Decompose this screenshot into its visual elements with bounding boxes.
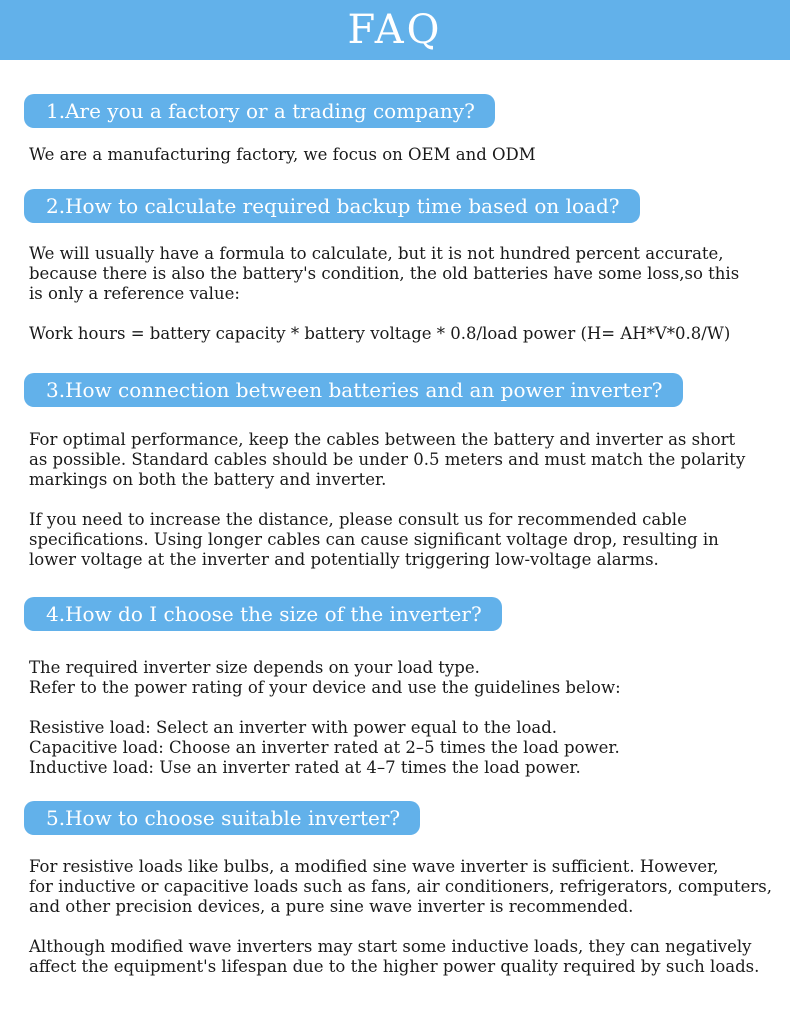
answer-line: affect the equipment's lifespan due to the higher power quality required by such loads. [29, 957, 760, 976]
answer-line: is only a reference value: [29, 284, 240, 303]
answer-line: Refer to the power rating of your device and use the guidelines below: [29, 678, 621, 697]
answer-2 [29, 244, 774, 344]
answer-1 [29, 145, 774, 165]
answer-line: because there is also the battery's condition, the old batteries have some loss,so this [29, 264, 740, 283]
answer-line: lower voltage at the inverter and potentially triggering low-voltage alarms. [29, 550, 659, 569]
question-2-heading [24, 189, 640, 223]
answer-line: Resistive load: Select an inverter with power equal to the load. [29, 718, 558, 737]
question-1-text: 1.Are you a factory or a trading company? [46, 99, 475, 123]
answer-line: and other precision devices, a pure sine wave inverter is recommended. [29, 897, 634, 916]
question-4-heading [24, 597, 502, 631]
faq-header [0, 0, 790, 60]
answer-line: We are a manufacturing factory, we focus on OEM and ODM [29, 145, 536, 164]
answer-line: for inductive or capacitive loads such as fans, air conditioners, refrigerators, computers, [29, 877, 773, 896]
answer-line: as possible. Standard cables should be under 0.5 meters and must match the polarity [29, 450, 746, 469]
answer-line: If you need to increase the distance, please consult us for recommended cable [29, 510, 687, 529]
question-1-heading [24, 94, 495, 128]
answer-line: For optimal performance, keep the cables between the battery and inverter as short [29, 430, 736, 449]
answer-line: The required inverter size depends on your load type. [29, 658, 480, 677]
answer-line: For resistive loads like bulbs, a modified sine wave inverter is sufficient. However, [29, 857, 719, 876]
question-2-text: 2.How to calculate required backup time based on load? [46, 194, 620, 218]
question-4-text: 4.How do I choose the size of the inverter? [46, 602, 482, 626]
answer-line: Capacitive load: Choose an inverter rated at 2–5 times the load power. [29, 738, 620, 757]
answer-line: Although modified wave inverters may start some inductive loads, they can negatively [29, 937, 752, 956]
page-title: FAQ [347, 7, 443, 53]
answer-line: markings on both the battery and inverter. [29, 470, 387, 489]
question-3-heading [24, 373, 683, 407]
answer-line: Work hours = battery capacity * battery voltage * 0.8/load power (H= AH*V*0.8/W) [29, 324, 731, 343]
answer-line: We will usually have a formula to calculate, but it is not hundred percent accurate, [29, 244, 724, 263]
question-3-text: 3.How connection between batteries and an power inverter? [46, 378, 663, 402]
answer-line: specifications. Using longer cables can cause significant voltage drop, resulting in [29, 530, 719, 549]
question-5-text: 5.How to choose suitable inverter? [46, 806, 401, 830]
answer-5 [29, 857, 774, 977]
question-5-heading [24, 801, 420, 835]
answer-line: Inductive load: Use an inverter rated at 4–7 times the load power. [29, 758, 581, 777]
answer-4 [29, 658, 774, 778]
answer-3 [29, 430, 774, 570]
